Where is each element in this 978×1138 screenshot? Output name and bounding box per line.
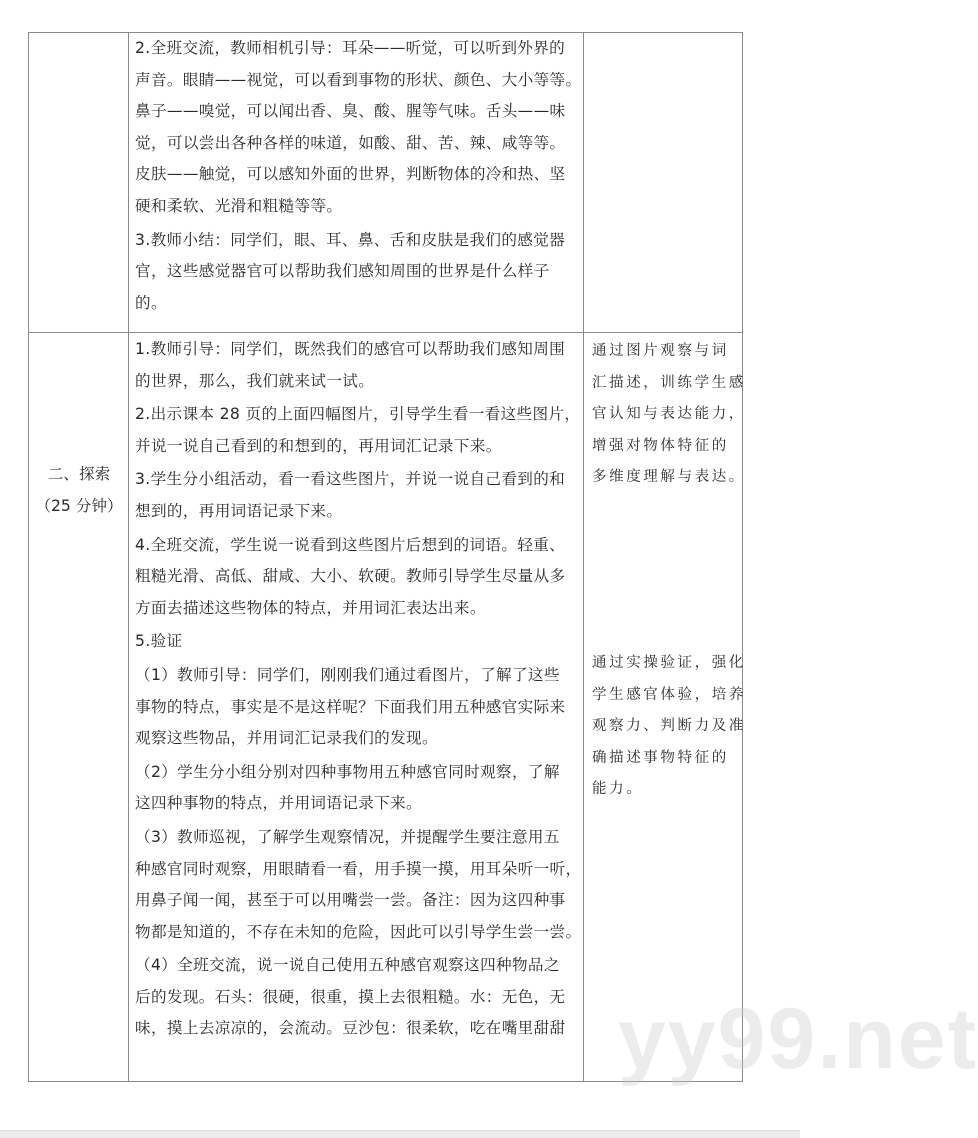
text-line: 通过实操验证，强化 (592, 655, 746, 671)
text-line: 并说一说自己看到的和想到的，再用词汇记录下来。 (135, 436, 502, 455)
text-line: 粗糙光滑、高低、甜咸、大小、软硬。教师引导学生尽量从多 (135, 567, 566, 586)
text-line: 2.出示课本 28 页的上面四幅图片，引导学生看一看这些图片， (135, 405, 581, 424)
text-line: 汇描述，训练学生感 (592, 374, 746, 391)
text-line: （2）学生分小组分别对四种事物用五种感官同时观察，了解 (135, 762, 560, 781)
text-line: 能力。 (592, 781, 644, 797)
text-line: 的世界，那么，我们就来试一试。 (135, 371, 375, 390)
row-divider (29, 332, 742, 333)
text-line: （1）教师引导：同学们，刚刚我们通过看图片，了解了这些 (135, 665, 560, 684)
text-line: 种感官同时观察，用眼睛看一看，用手摸一摸，用耳朵听一听， (135, 859, 582, 878)
text-line: 2.全班交流，教师相机引导：耳朵——听觉，可以听到外界的 (135, 39, 566, 57)
text-line: 物都是知道的，不存在未知的危险，因此可以引导学生尝一尝。 (135, 922, 582, 941)
text-line: 这四种事物的特点，并用词语记录下来。 (135, 794, 422, 813)
text-line: 1.教师引导：同学们，既然我们的感官可以帮助我们感知周围 (135, 340, 566, 358)
section-duration: （25 分钟） (35, 497, 123, 515)
section-title: 二、探索 (47, 465, 111, 483)
text-line: 增强对物体特征的 (592, 437, 729, 454)
row2-section-cell (29, 332, 128, 1082)
row1-content-cell (135, 33, 580, 321)
lesson-plan-table (28, 32, 746, 1082)
text-line: 后的发现。石头：很硬，很重，摸上去很粗糙。水：无色，无 (135, 987, 566, 1006)
text-line: 多维度理解与表达。 (592, 469, 746, 485)
step-paragraph (135, 822, 580, 948)
text-line: （3）教师巡视，了解学生观察情况，并提醒学生要注意用五 (135, 827, 560, 846)
step-paragraph (135, 626, 580, 658)
text-line: 想到的，再用词语记录下来。 (135, 501, 343, 520)
text-line: 学生感官体验，培养 (592, 686, 746, 703)
text-line: 皮肤——触觉，可以感知外面的世界，判断物体的冷和热、坚 (135, 165, 566, 184)
step-paragraph (135, 660, 580, 755)
step-paragraph (135, 225, 580, 320)
text-line: 鼻子——嗅觉，可以闻出香、臭、酸、腥等气味。舌头——味 (135, 102, 566, 121)
step-paragraph (135, 464, 580, 527)
step-paragraph (135, 950, 580, 1045)
text-line: 声音。眼睛——视觉，可以看到事物的形状、颜色、大小等等。 (135, 70, 582, 89)
step-paragraph (135, 530, 580, 625)
design-intent-note (592, 648, 746, 806)
row2-note-2 (592, 648, 746, 808)
text-line: 观察力、判断力及准 (592, 718, 746, 734)
text-line: 的。 (135, 293, 167, 312)
text-line: 味，摸上去凉凉的，会流动。豆沙包：很柔软，吃在嘴里甜甜 (135, 1019, 566, 1038)
column-divider (583, 33, 584, 1081)
text-line: 5.验证 (135, 632, 183, 651)
column-divider (128, 33, 129, 1081)
text-line: 用鼻子闻一闻，甚至于可以用嘴尝一尝。备注：因为这四种事 (135, 891, 566, 910)
text-line: 观察这些物品，并用词汇记录我们的发现。 (135, 729, 438, 748)
text-line: 4.全班交流，学生说一说看到这些图片后想到的词语。轻重、 (135, 535, 566, 554)
text-line: 事物的特点，事实是不是这样呢？下面我们用五种感官实际来 (135, 697, 566, 716)
step-paragraph (135, 757, 580, 820)
text-line: 3.学生分小组活动，看一看这些图片，并说一说自己看到的和 (135, 470, 566, 489)
text-line: 方面去描述这些物体的特点，并用词汇表达出来。 (135, 598, 486, 617)
text-line: 官，这些感觉器官可以帮助我们感知周围的世界是什么样子 (135, 262, 550, 281)
watermark: yy99.net (618, 991, 978, 1087)
step-paragraph (135, 399, 580, 462)
text-line: 官认知与表达能力， (592, 406, 746, 422)
text-line: 硬和柔软、光滑和粗糙等等。 (135, 196, 343, 215)
page-bottom-edge (0, 1130, 800, 1138)
text-line: 确描述事物特征的 (592, 749, 729, 766)
step-paragraph (135, 334, 580, 397)
row2-content-cell (135, 334, 580, 1047)
text-line: 通过图片观察与词 (592, 343, 729, 359)
text-line: （4）全班交流，说一说自己使用五种感官观察这四种物品之 (135, 956, 560, 975)
design-intent-note (592, 336, 746, 494)
step-paragraph (135, 33, 580, 223)
text-line: 觉，可以尝出各种各样的味道，如酸、甜、苦、辣、咸等等。 (135, 133, 566, 152)
row2-note-1 (592, 336, 746, 496)
text-line: 3.教师小结：同学们，眼、耳、鼻、舌和皮肤是我们的感觉器 (135, 230, 566, 249)
